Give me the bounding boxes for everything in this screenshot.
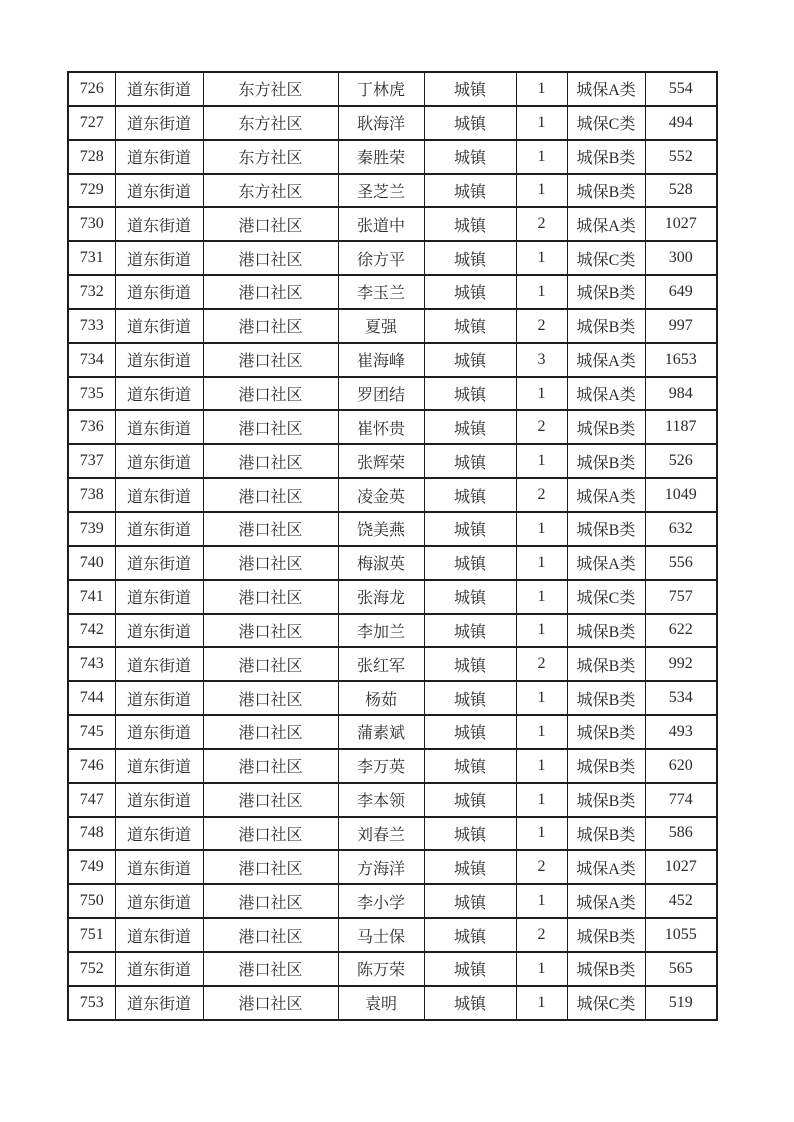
table-cell: 张海龙 bbox=[338, 580, 424, 614]
table-cell: 1 bbox=[516, 377, 567, 411]
table-cell: 港口社区 bbox=[203, 343, 338, 377]
table-cell: 城保B类 bbox=[567, 174, 645, 208]
table-cell: 城镇 bbox=[424, 241, 516, 275]
table-cell: 道东街道 bbox=[115, 72, 203, 106]
table-cell: 张辉荣 bbox=[338, 444, 424, 478]
table-cell: 1 bbox=[516, 444, 567, 478]
table-cell: 城镇 bbox=[424, 952, 516, 986]
table-cell: 港口社区 bbox=[203, 580, 338, 614]
table-cell: 马士保 bbox=[338, 918, 424, 952]
table-cell: 道东街道 bbox=[115, 140, 203, 174]
table-cell: 港口社区 bbox=[203, 918, 338, 952]
table-cell: 753 bbox=[68, 986, 115, 1020]
table-cell: 刘春兰 bbox=[338, 817, 424, 851]
table-cell: 744 bbox=[68, 681, 115, 715]
table-cell: 1 bbox=[516, 986, 567, 1020]
table-cell: 749 bbox=[68, 850, 115, 884]
table-cell: 2 bbox=[516, 309, 567, 343]
table-cell: 452 bbox=[645, 884, 717, 918]
table-cell: 道东街道 bbox=[115, 715, 203, 749]
table-row bbox=[68, 952, 717, 986]
table-cell: 城保C类 bbox=[567, 580, 645, 614]
table-cell: 城保A类 bbox=[567, 884, 645, 918]
table-cell: 984 bbox=[645, 377, 717, 411]
table-cell: 城镇 bbox=[424, 410, 516, 444]
table-cell: 东方社区 bbox=[203, 72, 338, 106]
table-cell: 1 bbox=[516, 749, 567, 783]
table-cell: 秦胜荣 bbox=[338, 140, 424, 174]
table-row bbox=[68, 106, 717, 140]
table-cell: 城镇 bbox=[424, 377, 516, 411]
table-cell: 1 bbox=[516, 952, 567, 986]
table-cell: 城镇 bbox=[424, 749, 516, 783]
table-cell: 道东街道 bbox=[115, 207, 203, 241]
table-cell: 726 bbox=[68, 72, 115, 106]
table-cell: 554 bbox=[645, 72, 717, 106]
table-cell: 港口社区 bbox=[203, 241, 338, 275]
table-cell: 750 bbox=[68, 884, 115, 918]
table-cell: 2 bbox=[516, 647, 567, 681]
table-cell: 620 bbox=[645, 749, 717, 783]
table-cell: 道东街道 bbox=[115, 986, 203, 1020]
table-cell: 道东街道 bbox=[115, 106, 203, 140]
table-cell: 李万英 bbox=[338, 749, 424, 783]
table-row bbox=[68, 918, 717, 952]
table-cell: 586 bbox=[645, 817, 717, 851]
table-cell: 港口社区 bbox=[203, 478, 338, 512]
table-cell: 城镇 bbox=[424, 174, 516, 208]
table-cell: 崔怀贵 bbox=[338, 410, 424, 444]
table-cell: 565 bbox=[645, 952, 717, 986]
table-row bbox=[68, 72, 717, 106]
table-cell: 蒲素斌 bbox=[338, 715, 424, 749]
table-cell: 城保A类 bbox=[567, 207, 645, 241]
table-cell: 649 bbox=[645, 275, 717, 309]
table-cell: 城镇 bbox=[424, 207, 516, 241]
table-cell: 东方社区 bbox=[203, 140, 338, 174]
table-cell: 1653 bbox=[645, 343, 717, 377]
table-cell: 道东街道 bbox=[115, 783, 203, 817]
table-cell: 1 bbox=[516, 275, 567, 309]
table-cell: 徐方平 bbox=[338, 241, 424, 275]
table-cell: 城镇 bbox=[424, 343, 516, 377]
table-cell: 城镇 bbox=[424, 715, 516, 749]
table-cell: 城镇 bbox=[424, 647, 516, 681]
table-cell: 1 bbox=[516, 817, 567, 851]
table-row bbox=[68, 715, 717, 749]
table-cell: 丁林虎 bbox=[338, 72, 424, 106]
table-cell: 2 bbox=[516, 918, 567, 952]
table-cell: 734 bbox=[68, 343, 115, 377]
table-cell: 道东街道 bbox=[115, 817, 203, 851]
table-cell: 张红军 bbox=[338, 647, 424, 681]
table-cell: 道东街道 bbox=[115, 444, 203, 478]
table-cell: 袁明 bbox=[338, 986, 424, 1020]
table-cell: 港口社区 bbox=[203, 207, 338, 241]
table-row bbox=[68, 614, 717, 648]
table-row bbox=[68, 512, 717, 546]
table-cell: 城保A类 bbox=[567, 343, 645, 377]
table-cell: 1 bbox=[516, 72, 567, 106]
table-cell: 城镇 bbox=[424, 478, 516, 512]
table-cell: 道东街道 bbox=[115, 309, 203, 343]
table-cell: 凌金英 bbox=[338, 478, 424, 512]
table-cell: 城保B类 bbox=[567, 275, 645, 309]
table-cell: 552 bbox=[645, 140, 717, 174]
table-cell: 道东街道 bbox=[115, 918, 203, 952]
table-cell: 742 bbox=[68, 614, 115, 648]
table-cell: 道东街道 bbox=[115, 647, 203, 681]
table-cell: 752 bbox=[68, 952, 115, 986]
table-cell: 1 bbox=[516, 783, 567, 817]
table-cell: 534 bbox=[645, 681, 717, 715]
table-cell: 740 bbox=[68, 546, 115, 580]
table-cell: 杨茹 bbox=[338, 681, 424, 715]
table-cell: 1 bbox=[516, 174, 567, 208]
table-cell: 饶美燕 bbox=[338, 512, 424, 546]
table-cell: 城保A类 bbox=[567, 72, 645, 106]
table-cell: 李玉兰 bbox=[338, 275, 424, 309]
table-cell: 528 bbox=[645, 174, 717, 208]
table-cell: 493 bbox=[645, 715, 717, 749]
table-cell: 道东街道 bbox=[115, 377, 203, 411]
table-cell: 城保B类 bbox=[567, 309, 645, 343]
table-cell: 港口社区 bbox=[203, 850, 338, 884]
table-cell: 道东街道 bbox=[115, 478, 203, 512]
table-row bbox=[68, 275, 717, 309]
table-cell: 城保B类 bbox=[567, 410, 645, 444]
table-cell: 735 bbox=[68, 377, 115, 411]
table-body bbox=[68, 72, 717, 1020]
table-cell: 757 bbox=[645, 580, 717, 614]
table-cell: 728 bbox=[68, 140, 115, 174]
table-cell: 556 bbox=[645, 546, 717, 580]
table-cell: 道东街道 bbox=[115, 681, 203, 715]
table-row bbox=[68, 444, 717, 478]
table-cell: 城保B类 bbox=[567, 749, 645, 783]
table-cell: 港口社区 bbox=[203, 952, 338, 986]
table-cell: 港口社区 bbox=[203, 783, 338, 817]
table-cell: 519 bbox=[645, 986, 717, 1020]
table-cell: 746 bbox=[68, 749, 115, 783]
table-cell: 道东街道 bbox=[115, 410, 203, 444]
table-cell: 1 bbox=[516, 614, 567, 648]
table-row bbox=[68, 410, 717, 444]
table-cell: 997 bbox=[645, 309, 717, 343]
table-row bbox=[68, 817, 717, 851]
table-cell: 城镇 bbox=[424, 275, 516, 309]
table-cell: 港口社区 bbox=[203, 410, 338, 444]
table-cell: 李小学 bbox=[338, 884, 424, 918]
table-cell: 城保B类 bbox=[567, 647, 645, 681]
table-cell: 道东街道 bbox=[115, 275, 203, 309]
table-cell: 1 bbox=[516, 106, 567, 140]
table-cell: 城镇 bbox=[424, 884, 516, 918]
table-cell: 526 bbox=[645, 444, 717, 478]
table-cell: 城保B类 bbox=[567, 140, 645, 174]
table-row bbox=[68, 174, 717, 208]
table-cell: 1055 bbox=[645, 918, 717, 952]
table-cell: 港口社区 bbox=[203, 884, 338, 918]
table-cell: 2 bbox=[516, 850, 567, 884]
table-cell: 城镇 bbox=[424, 72, 516, 106]
table-cell: 东方社区 bbox=[203, 106, 338, 140]
table-cell: 城镇 bbox=[424, 512, 516, 546]
table-row bbox=[68, 986, 717, 1020]
table-cell: 1 bbox=[516, 884, 567, 918]
table-cell: 城镇 bbox=[424, 614, 516, 648]
table-cell: 1027 bbox=[645, 850, 717, 884]
table-row bbox=[68, 207, 717, 241]
table-cell: 2 bbox=[516, 410, 567, 444]
table-cell: 1 bbox=[516, 140, 567, 174]
table-row bbox=[68, 309, 717, 343]
table-row bbox=[68, 241, 717, 275]
table-cell: 730 bbox=[68, 207, 115, 241]
table-cell: 城保B类 bbox=[567, 918, 645, 952]
table-cell: 城保B类 bbox=[567, 817, 645, 851]
table-cell: 道东街道 bbox=[115, 850, 203, 884]
table-cell: 1 bbox=[516, 681, 567, 715]
table-cell: 道东街道 bbox=[115, 546, 203, 580]
table-cell: 1 bbox=[516, 546, 567, 580]
table-cell: 城保B类 bbox=[567, 681, 645, 715]
table-cell: 港口社区 bbox=[203, 749, 338, 783]
table-cell: 港口社区 bbox=[203, 681, 338, 715]
table-cell: 743 bbox=[68, 647, 115, 681]
table-cell: 港口社区 bbox=[203, 512, 338, 546]
table-cell: 城镇 bbox=[424, 783, 516, 817]
table-cell: 道东街道 bbox=[115, 241, 203, 275]
table-cell: 东方社区 bbox=[203, 174, 338, 208]
table-cell: 城镇 bbox=[424, 444, 516, 478]
table-cell: 港口社区 bbox=[203, 444, 338, 478]
table-cell: 城镇 bbox=[424, 817, 516, 851]
table-cell: 737 bbox=[68, 444, 115, 478]
table-cell: 城保C类 bbox=[567, 106, 645, 140]
table-cell: 城保B类 bbox=[567, 783, 645, 817]
beneficiary-table bbox=[67, 71, 718, 1021]
table-cell: 城保B类 bbox=[567, 614, 645, 648]
table-cell: 港口社区 bbox=[203, 817, 338, 851]
table-cell: 城镇 bbox=[424, 986, 516, 1020]
table-cell: 张道中 bbox=[338, 207, 424, 241]
table-cell: 1 bbox=[516, 241, 567, 275]
table-cell: 道东街道 bbox=[115, 749, 203, 783]
table-cell: 道东街道 bbox=[115, 512, 203, 546]
table-cell: 城保A类 bbox=[567, 850, 645, 884]
table-cell: 2 bbox=[516, 207, 567, 241]
table-cell: 城镇 bbox=[424, 546, 516, 580]
table-cell: 494 bbox=[645, 106, 717, 140]
table-cell: 梅淑英 bbox=[338, 546, 424, 580]
table-cell: 1187 bbox=[645, 410, 717, 444]
table-cell: 道东街道 bbox=[115, 884, 203, 918]
table-cell: 城镇 bbox=[424, 918, 516, 952]
table-cell: 城保A类 bbox=[567, 377, 645, 411]
table-cell: 港口社区 bbox=[203, 546, 338, 580]
table-cell: 1 bbox=[516, 580, 567, 614]
table-cell: 道东街道 bbox=[115, 174, 203, 208]
table-cell: 1 bbox=[516, 715, 567, 749]
table-cell: 城保A类 bbox=[567, 478, 645, 512]
table-cell: 道东街道 bbox=[115, 952, 203, 986]
table-cell: 731 bbox=[68, 241, 115, 275]
table-row bbox=[68, 343, 717, 377]
table-cell: 城保A类 bbox=[567, 546, 645, 580]
table-cell: 738 bbox=[68, 478, 115, 512]
table-cell: 港口社区 bbox=[203, 309, 338, 343]
table-row bbox=[68, 783, 717, 817]
table-cell: 港口社区 bbox=[203, 275, 338, 309]
table-cell: 夏强 bbox=[338, 309, 424, 343]
table-cell: 港口社区 bbox=[203, 647, 338, 681]
table-cell: 774 bbox=[645, 783, 717, 817]
table-cell: 748 bbox=[68, 817, 115, 851]
table-cell: 城镇 bbox=[424, 106, 516, 140]
table-row bbox=[68, 580, 717, 614]
table-row bbox=[68, 478, 717, 512]
table-cell: 城镇 bbox=[424, 681, 516, 715]
table-cell: 747 bbox=[68, 783, 115, 817]
table-cell: 632 bbox=[645, 512, 717, 546]
table-cell: 耿海洋 bbox=[338, 106, 424, 140]
table-cell: 城镇 bbox=[424, 850, 516, 884]
table-cell: 道东街道 bbox=[115, 614, 203, 648]
table-row bbox=[68, 377, 717, 411]
table-cell: 751 bbox=[68, 918, 115, 952]
table-cell: 2 bbox=[516, 478, 567, 512]
table-cell: 733 bbox=[68, 309, 115, 343]
table-row bbox=[68, 647, 717, 681]
table-cell: 道东街道 bbox=[115, 343, 203, 377]
table-cell: 陈万荣 bbox=[338, 952, 424, 986]
table-cell: 城保C类 bbox=[567, 241, 645, 275]
table-cell: 李本领 bbox=[338, 783, 424, 817]
table-cell: 李加兰 bbox=[338, 614, 424, 648]
table-row bbox=[68, 140, 717, 174]
table-cell: 622 bbox=[645, 614, 717, 648]
table-cell: 300 bbox=[645, 241, 717, 275]
table-cell: 方海洋 bbox=[338, 850, 424, 884]
table-cell: 城保C类 bbox=[567, 986, 645, 1020]
table-cell: 港口社区 bbox=[203, 377, 338, 411]
table-cell: 727 bbox=[68, 106, 115, 140]
table-cell: 732 bbox=[68, 275, 115, 309]
table-cell: 741 bbox=[68, 580, 115, 614]
table-row bbox=[68, 681, 717, 715]
table-cell: 992 bbox=[645, 647, 717, 681]
table-cell: 城镇 bbox=[424, 309, 516, 343]
table-cell: 城保B类 bbox=[567, 444, 645, 478]
table-row bbox=[68, 749, 717, 783]
table-cell: 3 bbox=[516, 343, 567, 377]
table-cell: 1 bbox=[516, 512, 567, 546]
table-cell: 城保B类 bbox=[567, 715, 645, 749]
table-row bbox=[68, 850, 717, 884]
table-row bbox=[68, 884, 717, 918]
table-cell: 崔海峰 bbox=[338, 343, 424, 377]
table-cell: 罗团结 bbox=[338, 377, 424, 411]
table-cell: 1049 bbox=[645, 478, 717, 512]
table-cell: 道东街道 bbox=[115, 580, 203, 614]
table-cell: 739 bbox=[68, 512, 115, 546]
table-cell: 港口社区 bbox=[203, 986, 338, 1020]
table-cell: 圣芝兰 bbox=[338, 174, 424, 208]
table-cell: 城保B类 bbox=[567, 952, 645, 986]
table-cell: 729 bbox=[68, 174, 115, 208]
table-cell: 城保B类 bbox=[567, 512, 645, 546]
table-cell: 1027 bbox=[645, 207, 717, 241]
table-cell: 港口社区 bbox=[203, 614, 338, 648]
table-cell: 港口社区 bbox=[203, 715, 338, 749]
table-cell: 城镇 bbox=[424, 580, 516, 614]
table-cell: 城镇 bbox=[424, 140, 516, 174]
table-cell: 745 bbox=[68, 715, 115, 749]
table-row bbox=[68, 546, 717, 580]
table-cell: 736 bbox=[68, 410, 115, 444]
